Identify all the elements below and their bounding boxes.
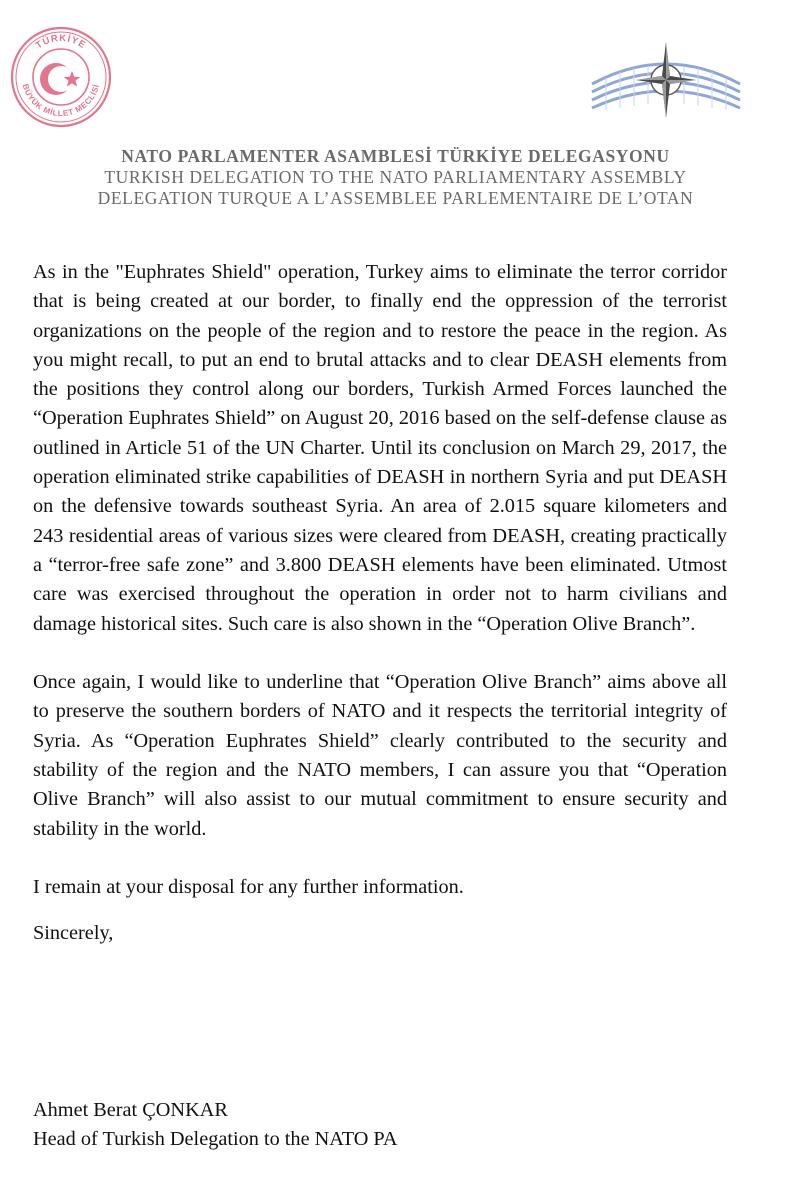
signature-title: Head of Turkish Delegation to the NATO PA <box>33 1128 398 1150</box>
paragraph: I remain at your disposal for any further information. <box>33 876 464 899</box>
letterhead-line-french: DELEGATION TURQUE A L’ASSEMBLEE PARLEMENTAIRE DE L’OTAN <box>97 188 694 208</box>
paragraph: Once again, I would like to underline that “Operation Olive Branch” aims above all to preserve the southern borders of NATO and it respects the territorial integrity of Syria. As “Operation Euphrates Shield” clearly contributed to the security and stability of the region and the NATO members, I can assure you that “Operation Olive Branch” will also assist to our mutual commitment to ensure security and stability in the world. <box>33 671 727 840</box>
letter-body <box>33 258 727 932</box>
closing-salutation: Sincerely, <box>33 922 114 944</box>
nato-pa-logo-icon <box>586 38 746 118</box>
svg-text:TÜRKİYE: TÜRKİYE <box>33 32 89 52</box>
tbmm-seal-icon <box>10 26 112 128</box>
signature-name: Ahmet Berat ÇONKAR <box>33 1099 228 1121</box>
letterhead <box>0 146 791 209</box>
paragraph: As in the "Euphrates Shield" operation, Turkey aims to eliminate the terror corridor that is being created at our border, to finally end the oppression of the terrorist organizations on the people of the region and to restore the peace in the region. As you might recall, to put an end to brutal attacks and to clear DEASH elements from the positions they control along our borders, Turkish Armed Forces launched the “Operation Euphrates Shield” on August 20, 2016 based on the self-defense clause as outlined in Article 51 of the UN Charter. Until its conclusion on March 29, 2017, the operation eliminated strike capabilities of DEASH in northern Syria and put DEASH on the defensive towards southeast Syria. An area of 2.015 square kilometers and 243 residential areas of various sizes were cleared from DEASH, creating practically a “terror-free safe zone” and 3.800 DEASH elements have been eliminated. Utmost care was exercised throughout the operation in order not to harm civilians and damage historical sites. Such care is also shown in the “Operation Olive Branch”. <box>33 261 727 635</box>
svg-text:BÜYÜK MİLLET MECLİSİ: BÜYÜK MİLLET MECLİSİ <box>20 82 102 119</box>
letterhead-line-turkish: NATO PARLAMENTER ASAMBLESİ TÜRKİYE DELEGASYONU <box>121 146 670 166</box>
letterhead-line-english: TURKISH DELEGATION TO THE NATO PARLIAMENTARY ASSEMBLY <box>104 167 687 187</box>
signature-block <box>33 1096 398 1154</box>
